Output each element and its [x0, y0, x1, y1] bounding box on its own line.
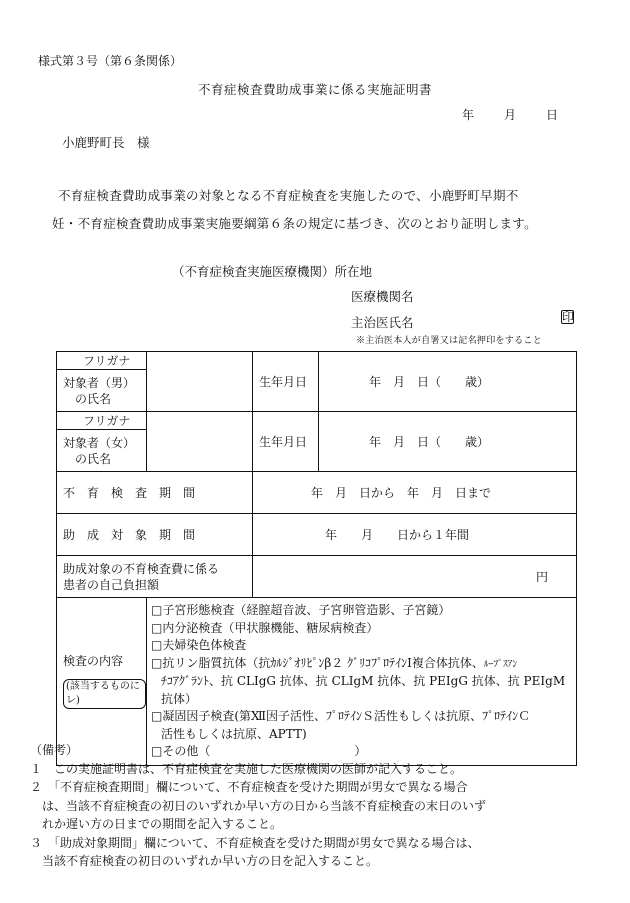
test-content-checklist	[147, 598, 577, 766]
date-month-label: 月	[504, 108, 517, 122]
date-day-label: 日	[546, 108, 559, 122]
subsidy-period-value: 年 月 日から１年間	[325, 528, 470, 542]
certification-text	[52, 182, 578, 238]
check-endocrine[interactable]: □内分泌検査（甲状腺機能、糖尿病検査）	[151, 620, 379, 635]
date-fields	[462, 106, 558, 123]
remark-2-cont-2: れか遅い方の日までの期間を記入すること。	[42, 817, 283, 831]
female-subject-label	[57, 430, 147, 472]
check-antiphospholipid-line-1a: □抗リン脂質抗体（抗ｶﾙｼﾞｵﾘﾋﾟﾝβ２ ｸﾞﾘｺﾌﾟﾛﾃｲﾝⅠ複合体抗体、	[151, 655, 484, 670]
furigana-label-female: フリガナ	[57, 412, 147, 430]
certificate-table	[56, 351, 577, 766]
check-antiphospholipid[interactable]	[151, 655, 572, 674]
male-birth-value: 年 月 日（ 歳）	[369, 375, 490, 389]
self-pay-label-line-2: 患者の自己負担額	[63, 577, 160, 592]
remark-3-cont: 当該不育症検査の初日のいずれか早い方の日を記入すること。	[42, 854, 379, 868]
subsidy-period-field[interactable]	[253, 514, 577, 556]
signature-note: ※主治医本人が自署又は記名押印をすること	[356, 336, 543, 346]
male-birth-field[interactable]	[319, 352, 577, 412]
female-birth-label: 生年月日	[253, 412, 319, 472]
test-content-label	[57, 598, 147, 766]
male-name-suffix: の氏名	[75, 391, 112, 406]
addressee: 小鹿野町長 様	[62, 135, 150, 150]
form-number: 様式第３号（第６条関係）	[38, 54, 183, 68]
institution-name-label: 医療機関名	[351, 289, 414, 304]
furigana-label-male: フリガナ	[57, 352, 147, 370]
male-subject-title: 対象者（男）	[63, 375, 136, 390]
certification-line-1: 不育症検査費助成事業の対象となる不育症検査を実施したので、小鹿野町早期不	[58, 188, 519, 203]
seal-mark: 印	[562, 310, 575, 324]
self-pay-label-line-1: 助成対象の不育検査費に係る	[63, 561, 220, 576]
self-pay-label	[57, 556, 253, 598]
self-pay-field[interactable]	[253, 556, 577, 598]
check-antiphospholipid-line-3: 抗体）	[161, 691, 198, 706]
certification-line-2: 妊・不育症検査費助成事業実施要綱第６条の規定に基づき、次のとおり証明します。	[52, 216, 537, 231]
male-subject-label	[57, 370, 147, 412]
test-period-value: 年 月 日から 年 月 日まで	[311, 486, 492, 500]
doctor-name-label: 主治医氏名	[351, 315, 414, 330]
male-name-field[interactable]	[147, 352, 253, 412]
female-birth-value: 年 月 日（ 歳）	[369, 435, 490, 449]
female-birth-field[interactable]	[319, 412, 577, 472]
check-coagulation[interactable]: □凝固因子検査(第Ⅻ因子活性、ﾌﾟﾛﾃｲﾝＳ活性もしくは抗原、ﾌﾟﾛﾃｲﾝＣ	[151, 709, 531, 723]
remark-2: ２ 「不育症検査期間」欄について、不育症検査を受けた期間が男女で異なる場合	[30, 780, 468, 794]
remark-2-cont-1: は、当該不育症検査の初日のいずれか早い方の日から当該不育症検査の末日のいず	[42, 798, 487, 813]
yen-unit: 円	[535, 570, 548, 584]
test-content-note: (該当するものにレ)	[63, 679, 146, 709]
check-antiphospholipid-line-2: ﾁｺｱｸﾞﾗﾝﾄ、抗 CLIgG 抗体、抗 CLIgM 抗体、抗 PEIgG 抗体、抗 PEIgM	[161, 674, 566, 688]
document-title: 不育症検査費助成事業に係る実施証明書	[197, 82, 432, 97]
check-antiphospholipid-line-1b: ﾙｰﾌﾟｽｱﾝ	[483, 658, 518, 670]
date-year-label: 年	[462, 108, 475, 122]
subsidy-period-label: 助 成 対 象 期 間	[57, 514, 253, 556]
check-chromosome[interactable]: □夫婦染色体検査	[151, 638, 247, 652]
male-birth-label: 生年月日	[253, 352, 319, 412]
female-name-field[interactable]	[147, 412, 253, 472]
check-other[interactable]: □その他（ ）	[151, 744, 367, 758]
remark-1: １ この実施証明書は、不育症検査を実施した医療機関の医師が記入すること。	[30, 761, 463, 776]
remark-3: ３ 「助成対象期間」欄について、不育症検査を受けた期間が男女で異なる場合は、	[30, 835, 480, 850]
institution-location-label: （不育症検査実施医療機関）所在地	[172, 264, 373, 279]
test-period-field[interactable]	[253, 472, 577, 514]
check-coagulation-line-2: 活性もしくは抗原、APTT)	[161, 726, 307, 741]
test-period-label: 不 育 検 査 期 間	[57, 472, 253, 514]
remarks-heading: （備考）	[30, 743, 79, 757]
check-uterine-morphology[interactable]: □子宮形態検査（経膣超音波、子宮卵管造影、子宮鏡）	[151, 603, 451, 617]
test-content-title: 検査の内容	[63, 654, 124, 669]
remarks	[30, 741, 610, 871]
female-subject-title: 対象者（女）	[63, 435, 136, 450]
female-name-suffix: の氏名	[75, 451, 112, 466]
